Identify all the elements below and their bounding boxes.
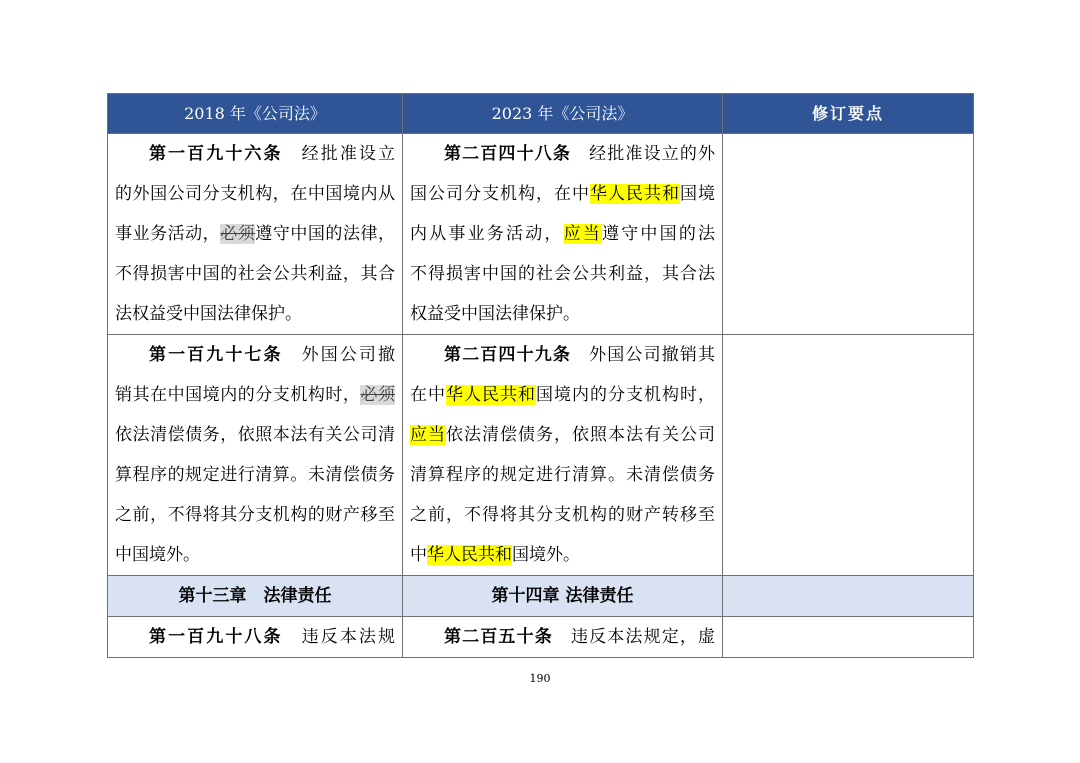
new-law-cell [403, 576, 723, 617]
old-law-cell [108, 134, 403, 335]
article-row [108, 134, 974, 335]
text-run: 依法清偿债务，依照本法有关公司 [446, 425, 715, 445]
text-run: 销其在中国境内的分支机构时， [115, 385, 361, 405]
text-run: 中 [410, 545, 427, 565]
text-run: 外国公司撤 [282, 345, 395, 365]
article-number: 第二百四十八条 [444, 144, 571, 164]
highlighted-text: 华人民共和 [446, 385, 536, 405]
old-law-cell [108, 617, 403, 658]
text-run: 国公司分支机构，在中 [410, 184, 590, 204]
text-run: 遵守中国的法 [602, 224, 715, 244]
text-line [115, 335, 395, 375]
highlighted-text: 应当 [563, 224, 603, 244]
text-line [410, 576, 715, 616]
revision-notes-cell [723, 617, 974, 658]
highlighted-text: 华人民共和 [590, 184, 680, 204]
comparison-table [107, 93, 974, 658]
text-run: 清算程序的规定进行清算。未清偿债务 [410, 465, 715, 485]
text-run: 权益受中国法律保护。 [410, 304, 580, 324]
text-line [115, 254, 395, 294]
text-line [410, 415, 715, 455]
text-run: 不得损害中国的社会公共利益，其合 [115, 264, 395, 284]
text-run: 依法清偿债务，依照本法有关公司清 [115, 425, 395, 445]
text-line [115, 617, 395, 657]
new-law-cell [403, 134, 723, 335]
text-run: 不得损害中国的社会公共利益，其合法 [410, 264, 715, 284]
text-line [410, 335, 715, 375]
text-line [410, 174, 715, 214]
text-line [410, 495, 715, 535]
text-line [115, 375, 395, 415]
article-number: 第一百九十七条 [149, 345, 283, 365]
column-header-2018-law: 2018 年《公司法》 [108, 94, 403, 134]
text-run: 之前，不得将其分支机构的财产移至 [115, 505, 395, 525]
text-line [115, 535, 395, 575]
old-law-cell [108, 335, 403, 576]
text-line [410, 617, 715, 657]
text-run: 的外国公司分支机构，在中国境内从 [115, 184, 395, 204]
text-run: 在中 [410, 385, 446, 405]
revision-notes-cell [723, 335, 974, 576]
comparison-table-header [108, 94, 974, 134]
text-line [410, 294, 715, 334]
text-run: 违反本法规定，虚 [552, 627, 715, 647]
text-line [410, 375, 715, 415]
revision-notes-cell [723, 576, 974, 617]
text-run: 外国公司撤销其 [571, 345, 715, 365]
text-run: 内从事业务活动， [410, 224, 564, 244]
text-run: 国境 [680, 184, 715, 204]
text-run: 国境外。 [512, 545, 580, 565]
text-line [115, 134, 395, 174]
text-line [115, 294, 395, 334]
article-number: 第二百四十九条 [444, 345, 571, 365]
text-line [115, 214, 395, 254]
text-line [115, 455, 395, 495]
comparison-table-body [108, 134, 974, 658]
deleted-text: 必须 [360, 385, 395, 405]
text-line [115, 576, 395, 616]
old-law-cell [108, 576, 403, 617]
text-line [115, 495, 395, 535]
article-number: 第二百五十条 [444, 627, 553, 647]
column-header-2023-law: 2023 年《公司法》 [403, 94, 723, 134]
text-run: 经批准设立 [282, 144, 395, 164]
header-row [108, 94, 974, 134]
article-number: 第一百九十六条 [149, 144, 283, 164]
text-line [410, 254, 715, 294]
text-line [410, 455, 715, 495]
text-run: 事业务活动， [115, 224, 221, 244]
text-run: 第十四章 法律责任 [491, 586, 634, 606]
highlighted-text: 华人民共和 [427, 545, 512, 565]
column-header-revision-notes: 修订要点 [723, 94, 974, 134]
text-run: 第十三章 法律责任 [178, 586, 332, 606]
text-run: 遵守中国的法律， [255, 224, 395, 244]
text-line [115, 415, 395, 455]
text-run: 国境内的分支机构时， [536, 385, 715, 405]
highlighted-text: 应当 [410, 425, 446, 445]
text-run: 经批准设立的外 [571, 144, 715, 164]
text-line [410, 214, 715, 254]
text-line [115, 174, 395, 214]
page-number: 190 [529, 672, 551, 685]
text-run: 违反本法规 [282, 627, 395, 647]
revision-notes-cell [723, 134, 974, 335]
new-law-cell [403, 335, 723, 576]
article-row [108, 617, 974, 658]
text-line [410, 134, 715, 174]
deleted-text: 必须 [220, 224, 256, 244]
text-run: 中国境外。 [115, 545, 200, 565]
text-run: 之前，不得将其分支机构的财产转移至 [410, 505, 715, 525]
text-line [410, 535, 715, 575]
text-run: 法权益受中国法律保护。 [115, 304, 302, 324]
article-number: 第一百九十八条 [149, 627, 283, 647]
text-run: 算程序的规定进行清算。未清偿债务 [115, 465, 395, 485]
chapter-row [108, 576, 974, 617]
new-law-cell [403, 617, 723, 658]
article-row [108, 335, 974, 576]
